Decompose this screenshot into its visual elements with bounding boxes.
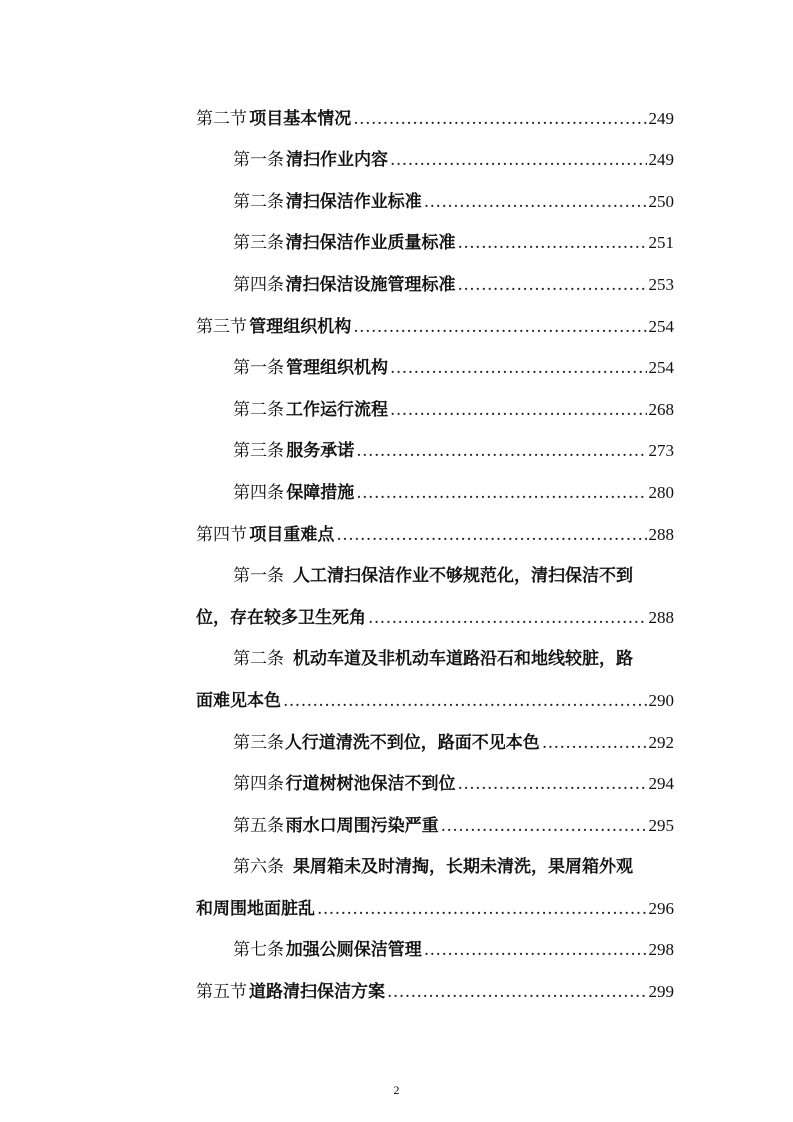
toc-entry-page: 250 <box>648 191 674 211</box>
toc-leader-dots <box>424 938 647 962</box>
toc-entry-prefix: 第三条 <box>233 441 284 462</box>
toc-leader-dots <box>368 606 647 630</box>
toc-entry-title: 保障措施 <box>286 482 355 503</box>
toc-entry-prefix: 第三条 <box>233 233 284 254</box>
toc-leader-dots <box>542 731 647 755</box>
toc-entry-title: 清扫作业内容 <box>286 150 388 171</box>
toc-entry-page: 294 <box>648 774 674 794</box>
toc-entry[interactable] <box>196 339 674 381</box>
toc-entry-title: 清扫保洁作业质量标准 <box>285 233 456 254</box>
toc-entry[interactable] <box>196 131 674 173</box>
toc-entry-line[interactable] <box>196 671 674 713</box>
toc-entry-prefix: 第六条 <box>233 857 284 878</box>
toc-leader-dots <box>336 523 646 547</box>
toc-entry-title: 清扫保洁设施管理标准 <box>285 274 456 295</box>
toc-entry-title: 机动车道及非机动车道路沿石和地线较脏，路 <box>293 649 633 670</box>
toc-section[interactable] <box>196 962 674 1004</box>
toc-entry-prefix: 第二节 <box>196 108 247 129</box>
toc-entry[interactable] <box>196 463 674 505</box>
toc-entry[interactable] <box>196 796 674 838</box>
toc-leader-dots <box>390 398 647 422</box>
toc-entry-page: 249 <box>648 150 674 170</box>
toc-entry-page: 296 <box>648 898 674 918</box>
toc-section[interactable] <box>196 505 674 547</box>
toc-entry-page: 254 <box>648 358 674 378</box>
toc-entry-prefix: 第三节 <box>196 316 247 337</box>
toc-entry[interactable] <box>196 713 674 755</box>
toc-entry-page: 254 <box>648 316 674 336</box>
toc-entry[interactable] <box>196 422 674 464</box>
toc-entry-prefix: 第七条 <box>233 940 284 961</box>
toc-entry-title: 项目基本情况 <box>249 108 352 129</box>
toc-entry-prefix: 第四条 <box>233 482 284 503</box>
toc-entry-title: 清扫保洁作业标准 <box>285 191 422 212</box>
toc-entry-line[interactable] <box>196 547 674 589</box>
toc-entry-prefix: 第五节 <box>196 982 247 1003</box>
toc-entry-page: 290 <box>648 690 674 710</box>
toc-section[interactable] <box>196 89 674 131</box>
toc-entry-page: 280 <box>648 482 674 502</box>
toc-entry-prefix: 第一条 <box>233 566 284 587</box>
toc-entry[interactable] <box>196 172 674 214</box>
toc-entry-line[interactable] <box>196 588 674 630</box>
toc-entry-title: 管理组织机构 <box>249 316 352 337</box>
toc-entry-prefix: 第一条 <box>233 150 284 171</box>
toc-entry[interactable] <box>196 380 674 422</box>
toc-entry-line[interactable] <box>196 879 674 921</box>
toc-entry-prefix: 第一条 <box>233 358 284 379</box>
toc-entry-page: 288 <box>648 607 674 627</box>
toc-entry-prefix: 第三条 <box>233 732 284 753</box>
toc-entry-page: 251 <box>648 233 674 253</box>
toc-entry-prefix: 第二条 <box>233 191 284 212</box>
toc-entry-line[interactable] <box>196 630 674 672</box>
toc-entry-page: 268 <box>648 399 674 419</box>
toc-entry-title: 加强公厕保洁管理 <box>285 940 422 961</box>
toc-entry-title: 面难见本色 <box>196 690 281 711</box>
toc-entry-title: 管理组织机构 <box>286 358 388 379</box>
page-number: 2 <box>393 1083 400 1097</box>
toc-leader-dots <box>356 439 646 463</box>
toc-entry-title: 工作运行流程 <box>286 399 388 420</box>
toc-entry[interactable] <box>196 921 674 963</box>
toc-entry-page: 273 <box>648 441 674 461</box>
toc-entry-title: 人行道清洗不到位，路面不见本色 <box>284 732 540 753</box>
toc-entry-page: 288 <box>648 524 674 544</box>
toc-leader-dots <box>356 481 646 505</box>
toc-leader-dots <box>441 814 647 838</box>
toc-entry-prefix: 第四节 <box>196 524 247 545</box>
toc-entry-title: 和周围地面脏乱 <box>196 898 315 919</box>
toc-entry-title: 道路清扫保洁方案 <box>249 982 386 1003</box>
toc-entry-title: 人工清扫保洁作业不够规范化，清扫保洁不到 <box>293 566 633 587</box>
toc-entry-title: 服务承诺 <box>286 441 355 462</box>
toc-entry-title: 位，存在较多卫生死角 <box>196 607 366 628</box>
toc-leader-dots <box>390 148 647 172</box>
toc-entry-page: 292 <box>648 732 674 752</box>
toc-entry-title: 行道树树池保洁不到位 <box>285 774 456 795</box>
toc-entry-page: 253 <box>648 274 674 294</box>
toc-entry-title: 雨水口周围污染严重 <box>285 815 439 836</box>
toc-entry-page: 249 <box>648 108 674 128</box>
toc-leader-dots <box>457 231 646 255</box>
toc-leader-dots <box>424 190 647 214</box>
toc-entry-prefix: 第二条 <box>233 399 284 420</box>
toc-entry-prefix: 第二条 <box>233 649 284 670</box>
toc-leader-dots <box>387 980 646 1004</box>
toc-entry-title: 项目重难点 <box>249 524 335 545</box>
toc-entry-prefix: 第四条 <box>233 274 284 295</box>
toc-entry-page: 298 <box>648 940 674 960</box>
toc-entry[interactable] <box>196 214 674 256</box>
toc-leader-dots <box>390 356 647 380</box>
toc-leader-dots <box>353 315 646 339</box>
toc-entry[interactable] <box>196 255 674 297</box>
toc-leader-dots <box>457 772 646 796</box>
toc-leader-dots <box>283 689 647 713</box>
toc-entry[interactable] <box>196 755 674 797</box>
toc-entry-title: 果屑箱未及时清掏，长期未清洗，果屑箱外观 <box>293 857 633 878</box>
toc-leader-dots <box>457 273 646 297</box>
toc-leader-dots <box>317 897 647 921</box>
table-of-contents <box>196 89 674 1004</box>
toc-entry-page: 299 <box>648 982 674 1002</box>
toc-leader-dots <box>353 107 646 131</box>
toc-entry-prefix: 第四条 <box>233 774 284 795</box>
toc-entry-page: 295 <box>648 815 674 835</box>
toc-section[interactable] <box>196 297 674 339</box>
toc-entry-prefix: 第五条 <box>233 815 284 836</box>
toc-entry-line[interactable] <box>196 838 674 880</box>
